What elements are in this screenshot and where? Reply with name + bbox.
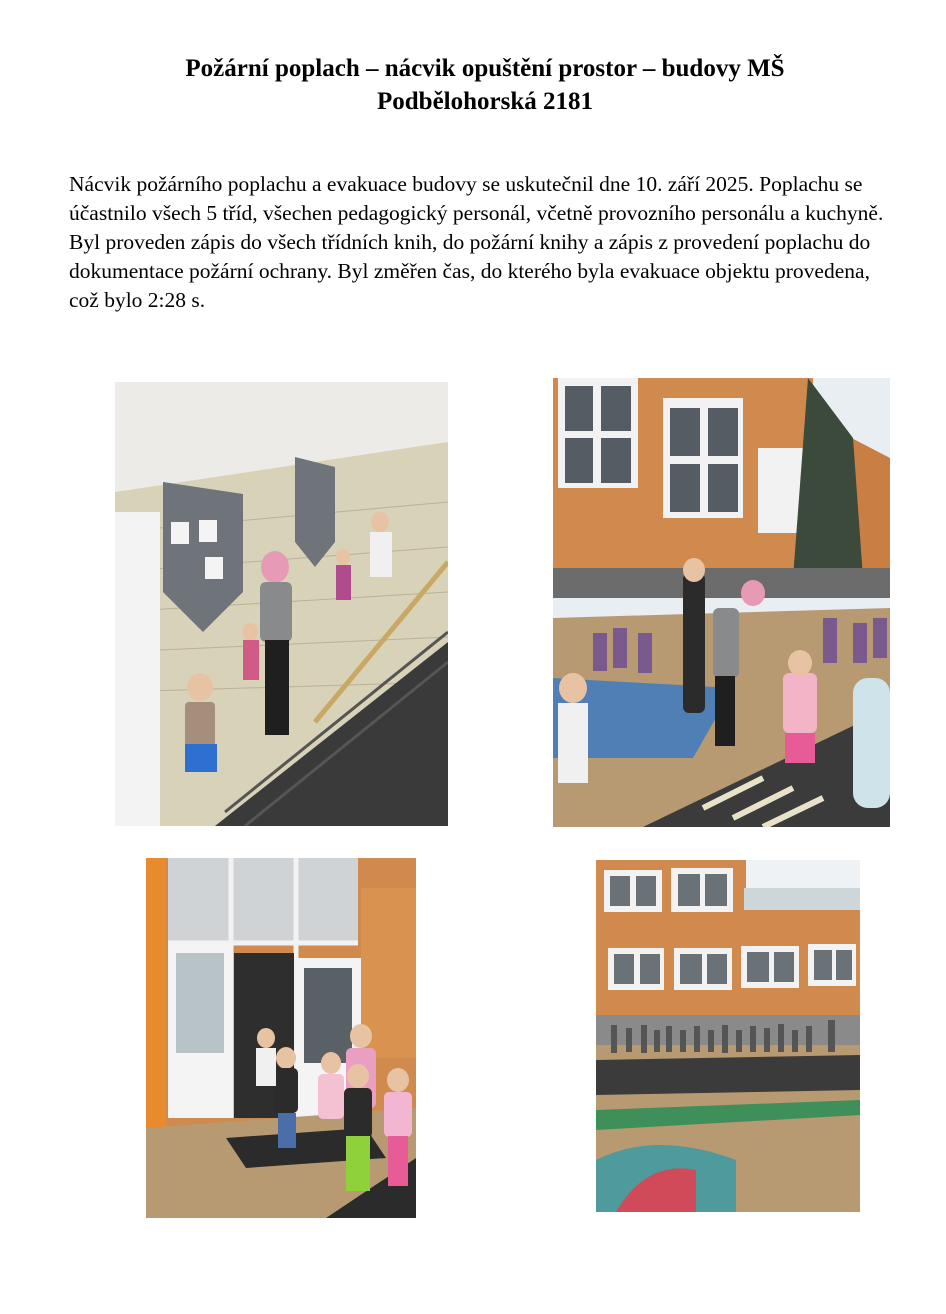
photo-staircase-image [115, 382, 448, 826]
document-title [60, 52, 910, 118]
photo-courtyard-image [553, 378, 890, 827]
report-paragraph [69, 170, 899, 315]
photo-building-exit [146, 858, 416, 1218]
photo-courtyard [553, 378, 890, 827]
paragraph-text: Nácvik požárního poplachu a evakuace budovy se uskutečnil dne 10. září 2025. Poplachu se účastnilo všech 5 tříd, všechen pedagogický personál, včetně provozního personálu a kuchyně. Byl proveden zápis do všech třídních knih, do požární knihy a zápis z provedení poplachu do dokumentace požární ochrany. Byl změřen čas, do kterého byla evakuace objektu provedena, což bylo 2:28 s. [69, 172, 884, 312]
title-line-1: Požární poplach – nácvik opuštění prostor – budovy MŠ [185, 55, 785, 82]
photo-building-exit-image [146, 858, 416, 1218]
title-line-2: Podbělohorská 2181 [376, 88, 593, 115]
photo-assembly-point-image [596, 860, 860, 1212]
photo-assembly-point [596, 860, 860, 1212]
photo-staircase [115, 382, 448, 826]
